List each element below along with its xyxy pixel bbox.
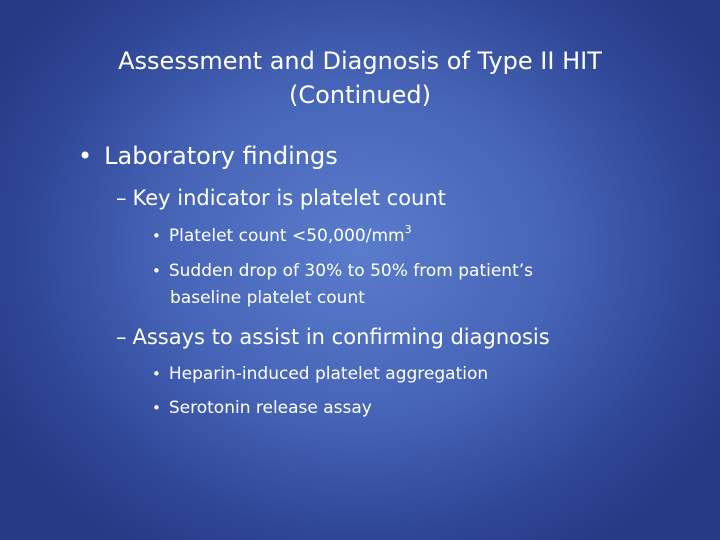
subbullet-key-indicator	[116, 184, 446, 212]
subsubbullet-sudden-drop	[152, 260, 533, 282]
subsubbullet-text: Serotonin release assay	[168, 398, 372, 418]
subsubbullet-serotonin	[152, 397, 372, 419]
slide-title-line-2: (Continued)	[289, 81, 431, 109]
subbullet-text: Key indicator is platelet count	[132, 186, 446, 210]
subsubbullet-text-line-1: Sudden drop of 30% to 50% from patient’s	[168, 261, 534, 281]
subsubbullet-text: Heparin-induced platelet aggregation	[168, 364, 489, 384]
subbullet-assays	[116, 323, 550, 351]
subsubbullet-sudden-drop-continued	[170, 287, 365, 309]
subsubbullet-platelet-count	[152, 225, 412, 247]
subbullet-text: Assays to assist in confirming diagnosis	[132, 325, 550, 349]
dash-marker: –	[116, 186, 127, 210]
bullet-laboratory-findings	[78, 141, 338, 171]
subsubbullet-heparin	[152, 363, 488, 385]
bullet-text: Laboratory findings	[104, 142, 338, 170]
subsubbullet-text: Platelet count <50,000/mm	[168, 226, 405, 246]
bullet-marker: •	[152, 262, 161, 280]
superscript: 3	[404, 223, 412, 236]
bullet-marker: •	[152, 227, 161, 245]
slide-title-line-1: Assessment and Diagnosis of Type II HIT	[118, 47, 602, 75]
bullet-marker: •	[152, 399, 161, 417]
slide-title	[60, 44, 660, 112]
bullet-marker: •	[152, 365, 161, 383]
bullet-marker: •	[78, 142, 93, 170]
dash-marker: –	[116, 325, 127, 349]
subsubbullet-text-line-2: baseline platelet count	[170, 288, 365, 308]
